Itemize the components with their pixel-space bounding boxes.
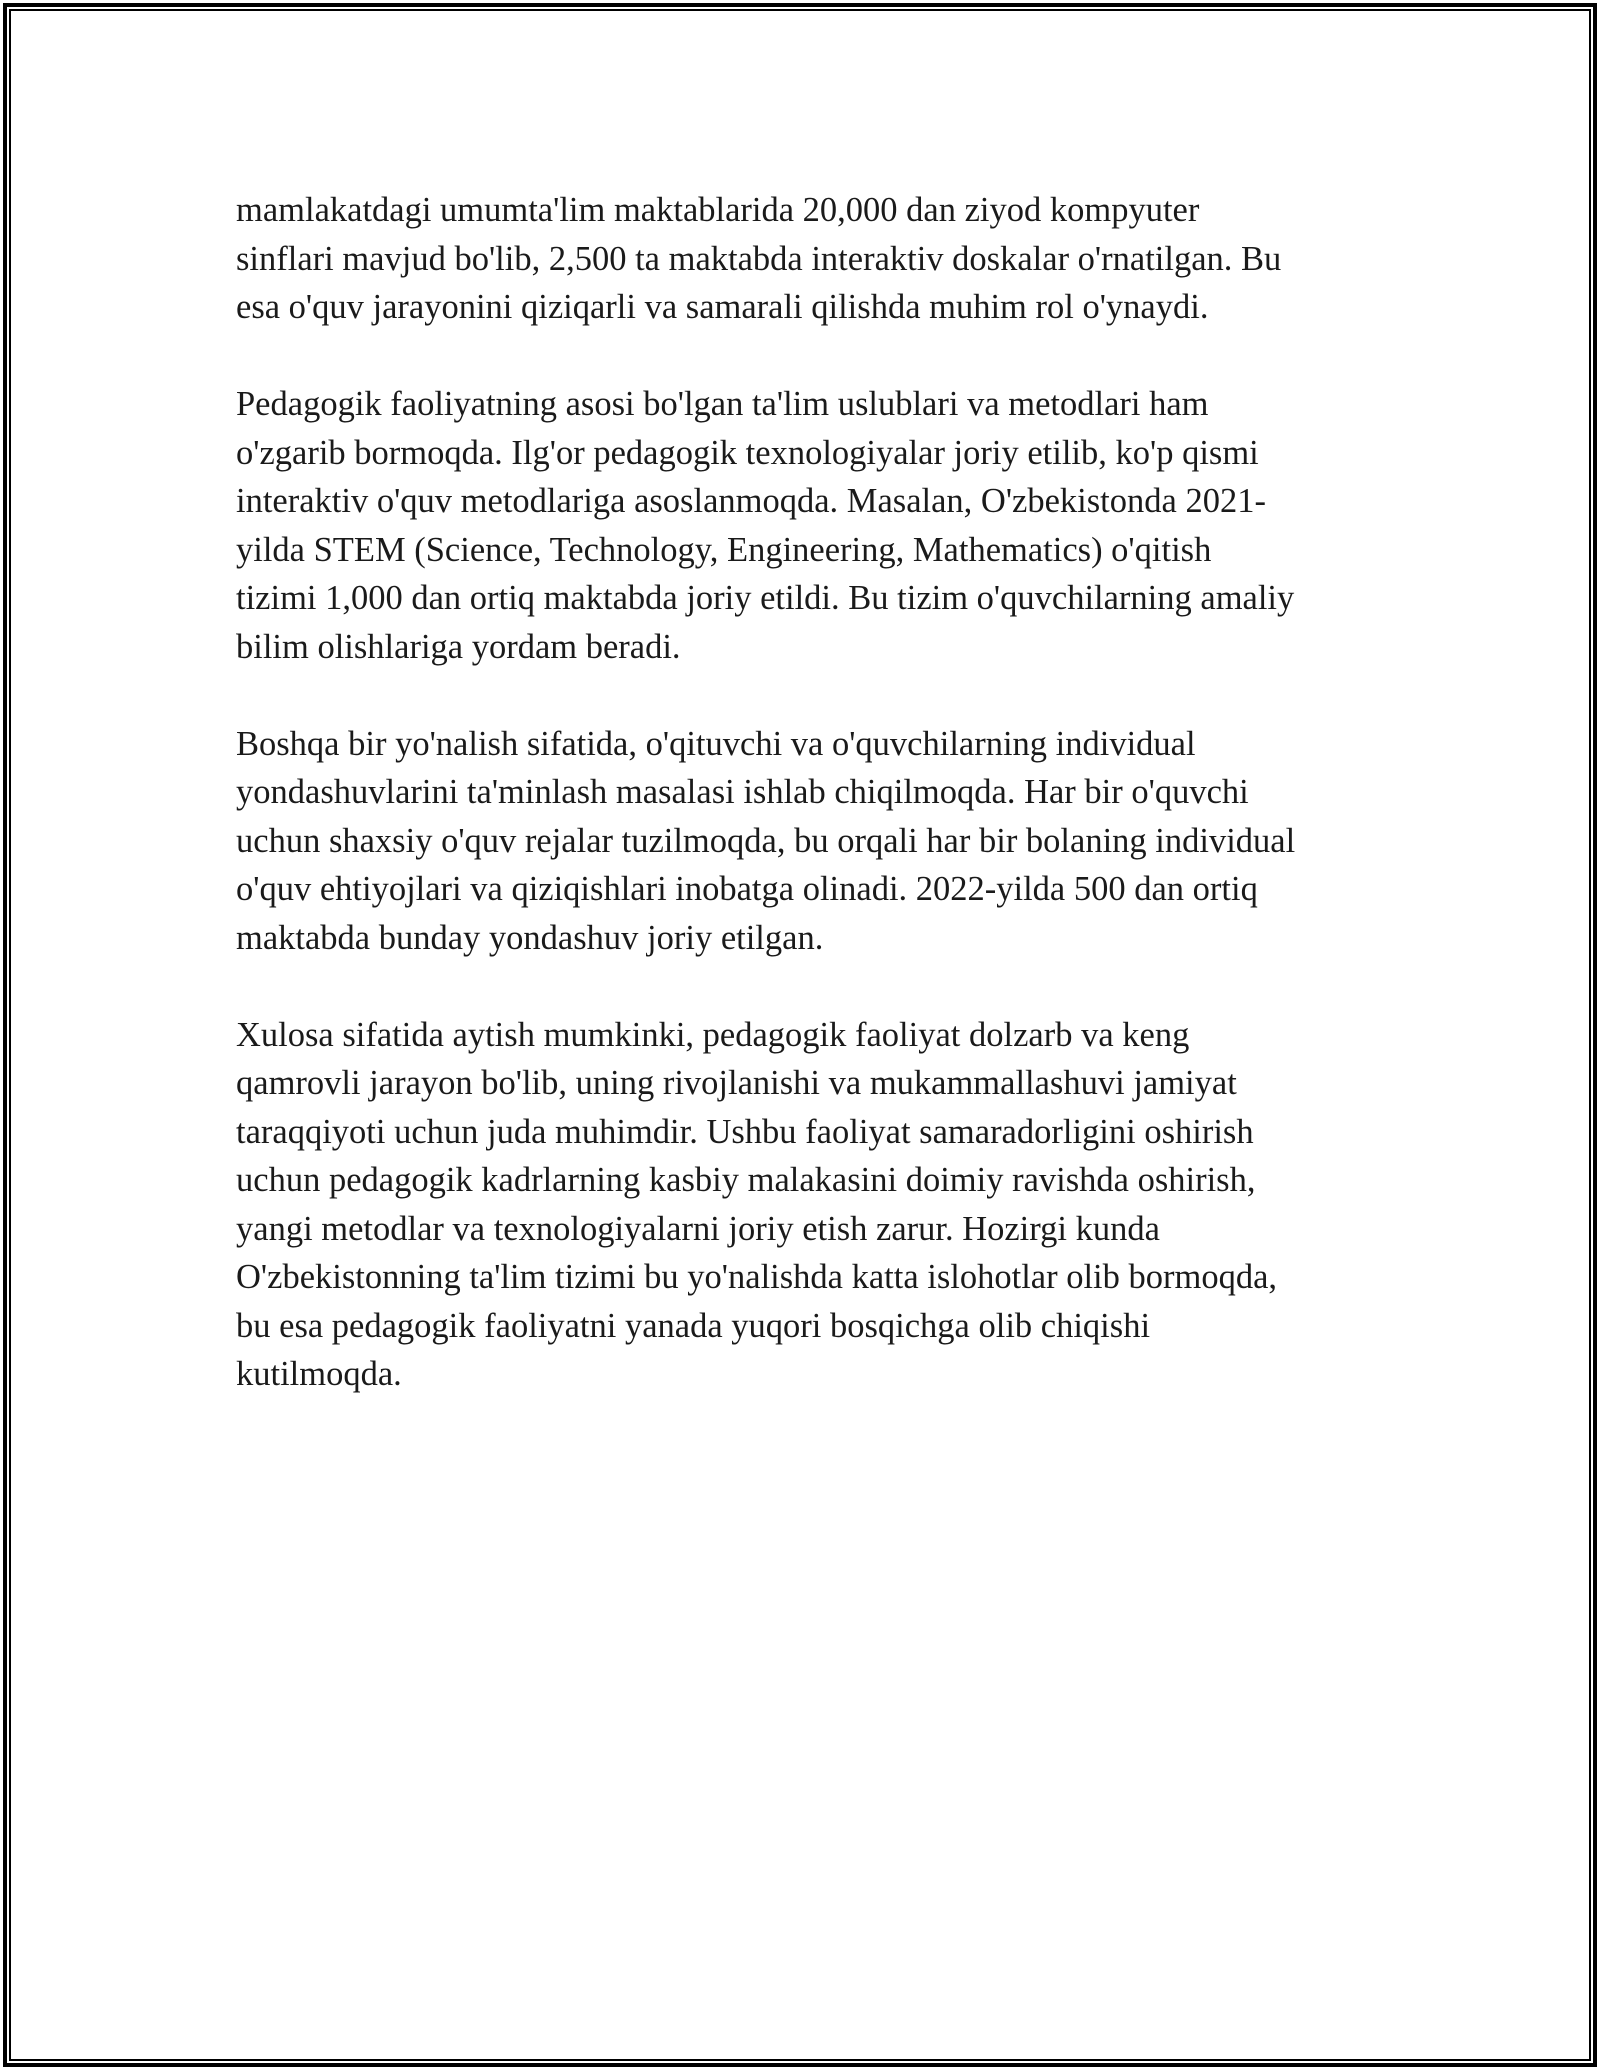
paragraph-4 — [236, 1011, 1366, 1399]
text-line: interaktiv o'quv metodlariga asoslanmoqda. Masalan, O'zbekistonda 2021- — [236, 482, 1266, 520]
text-line: O'zbekistonning ta'lim tizimi bu yo'nalishda katta islohotlar olib bormoqda, — [236, 1258, 1278, 1296]
document-body — [236, 186, 1366, 1447]
text-line: qamrovli jarayon bo'lib, uning rivojlanishi va mukammallashuvi jamiyat — [236, 1064, 1237, 1102]
text-line: esa o'quv jarayonini qiziqarli va samarali qilishda muhim rol o'ynaydi. — [236, 288, 1209, 326]
text-line: yangi metodlar va texnologiyalarni joriy etish zarur. Hozirgi kunda — [236, 1209, 1160, 1248]
text-line: taraqqiyoti uchun juda muhimdir. Ushbu faoliyat samaradorligini oshirish — [236, 1112, 1254, 1151]
text-line: yondashuvlarini ta'minlash masalasi ishlab chiqilmoqda. Har bir o'quvchi — [236, 773, 1249, 811]
paragraph-3 — [236, 720, 1366, 963]
paragraph-2 — [236, 380, 1366, 671]
paragraph-1 — [236, 186, 1366, 332]
text-line: kutilmoqda. — [236, 1355, 402, 1393]
text-line: Pedagogik faoliyatning asosi bo'lgan ta'lim uslublari va metodlari ham — [236, 385, 1209, 423]
text-line: uchun pedagogik kadrlarning kasbiy malakasini doimiy ravishda oshirish, — [236, 1161, 1256, 1199]
text-line: bu esa pedagogik faoliyatni yanada yuqori bosqichga olib chiqishi — [236, 1306, 1151, 1345]
text-line: yilda STEM (Science, Technology, Engineering, Mathematics) o'qitish — [236, 530, 1212, 569]
text-line: maktabda bunday yondashuv joriy etilgan. — [236, 918, 824, 957]
text-line: o'zgarib bormoqda. Ilg'or pedagogik texnologiyalar joriy etilib, ko'p qismi — [236, 433, 1259, 472]
text-line: tizimi 1,000 dan ortiq maktabda joriy etildi. Bu tizim o'quvchilarning amaliy — [236, 579, 1295, 617]
text-line: sinflari mavjud bo'lib, 2,500 ta maktabda interaktiv doskalar o'rnatilgan. Bu — [236, 239, 1282, 278]
text-line: Boshqa bir yo'nalish sifatida, o'qituvchi va o'quvchilarning individual — [236, 724, 1196, 763]
text-line: mamlakatdagi umumta'lim maktablarida 20,000 dan ziyod kompyuter — [236, 191, 1200, 229]
text-line: bilim olishlariga yordam beradi. — [236, 627, 681, 666]
text-line: o'quv ehtiyojlari va qiziqishlari inobatga olinadi. 2022-yilda 500 dan ortiq — [236, 870, 1258, 908]
text-line: Xulosa sifatida aytish mumkinki, pedagogik faoliyat dolzarb va keng — [236, 1015, 1190, 1054]
text-line: uchun shaxsiy o'quv rejalar tuzilmoqda, bu orqali har bir bolaning individual — [236, 821, 1296, 860]
